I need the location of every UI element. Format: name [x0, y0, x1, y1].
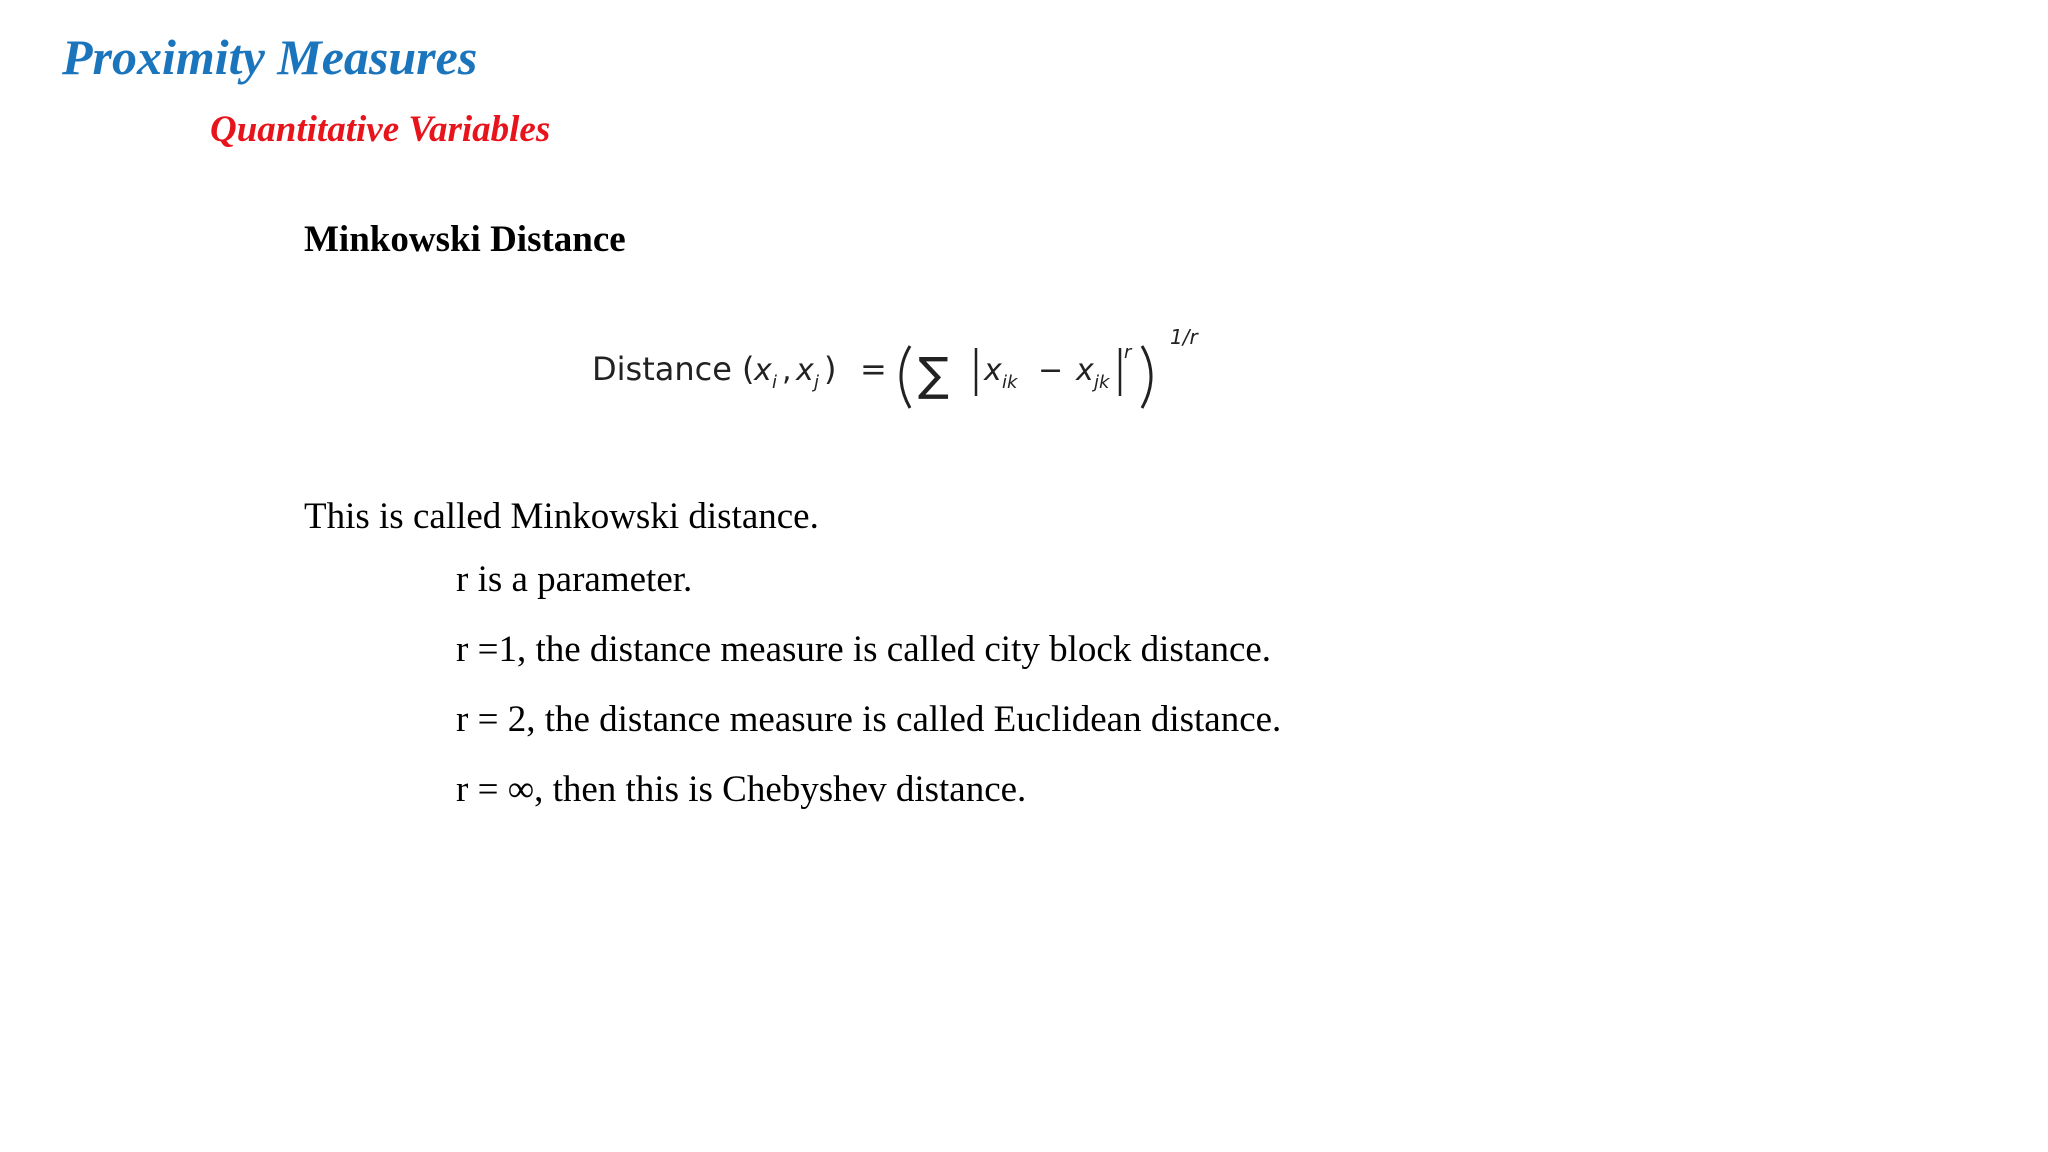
svg-text:j: j [814, 372, 820, 393]
formula-lhs-name: Distance [592, 350, 732, 388]
svg-text:−: − [1038, 353, 1064, 388]
svg-text:x: x [796, 353, 814, 388]
svg-text:,: , [782, 353, 792, 388]
svg-text:x: x [984, 353, 1002, 388]
svg-text:): ) [824, 350, 837, 388]
formula-right-paren [1142, 346, 1151, 408]
svg-text:x: x [1076, 353, 1094, 388]
formula-left-paren [901, 346, 910, 408]
svg-text:i: i [772, 372, 778, 393]
slide-subtitle: Quantitative Variables [210, 109, 551, 150]
formula-lhs-args [742, 350, 836, 393]
minkowski-formula [592, 318, 1232, 418]
point-city-block: r =1, the distance measure is called city block distance. [456, 629, 1272, 670]
svg-text:ik: ik [1002, 372, 1018, 393]
formula-equals: = [860, 350, 887, 388]
svg-text:(: ( [742, 350, 755, 388]
formula-body [976, 342, 1133, 396]
slide-title: Proximity Measures [62, 29, 478, 85]
svg-text:x: x [754, 353, 772, 388]
point-parameter: r is a parameter. [456, 559, 693, 600]
intro-text: This is called Minkowski distance. [304, 496, 819, 537]
point-euclidean: r = 2, the distance measure is called Euclidean distance. [456, 699, 1282, 740]
svg-text:r: r [1124, 342, 1132, 363]
svg-text:jk: jk [1094, 372, 1110, 393]
point-chebyshev: r = ∞, then this is Chebyshev distance. [456, 769, 1027, 810]
formula-exponent: 1/r [1170, 325, 1198, 349]
formula-sum-symbol: ∑ [918, 347, 949, 401]
section-heading: Minkowski Distance [304, 219, 626, 260]
